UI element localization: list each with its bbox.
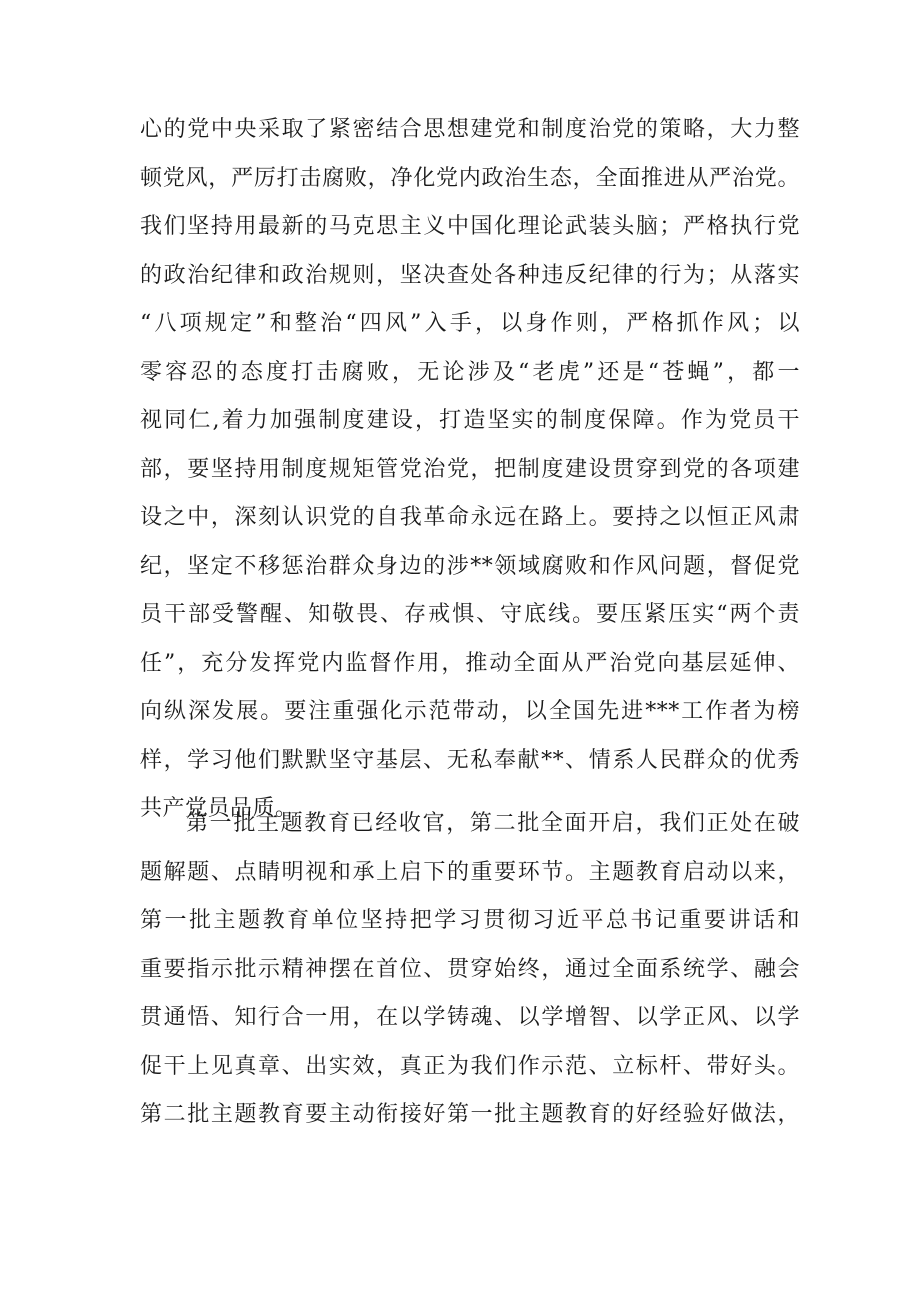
text-line: 共产党员品质。 — [140, 796, 298, 821]
text-line: 题解题、点睛明视和承上启下的重要环节。主题教育启动以来， — [140, 859, 800, 885]
text-line: 零容忍的态度打击腐败，无论涉及“老虎”还是“苍蝇”，都一 — [140, 359, 800, 385]
text-line: 样，学习他们默默坚守基层、无私奉献**、情系人民群众的优秀 — [140, 747, 800, 773]
text-line: 我们坚持用最新的马克思主义中国化理论武装头脑；严格执行党 — [140, 214, 800, 239]
paragraph-1 — [140, 106, 800, 834]
text-line: 的政治纪律和政治规则，坚决查处各种违反纪律的行为；从落实 — [140, 262, 800, 288]
text-line: 第二批主题教育要主动衔接好第一批主题教育的好经验好做法， — [140, 1102, 800, 1127]
text-line: 第一批主题教育单位坚持把学习贯彻习近平总书记重要讲话和 — [140, 908, 800, 933]
text-line: 部，要坚持用制度规矩管党治党，把制度建设贯穿到党的各项建 — [140, 456, 800, 482]
paragraph-2 — [140, 800, 800, 1140]
text-line: 向纵深发展。要注重强化示范带动，以全国先进***工作者为榜 — [140, 699, 800, 724]
text-line: 促干上见真章、出实效，真正为我们作示范、立标杆、带好头。 — [140, 1053, 800, 1079]
text-line: 任”，充分发挥党内监督作用，推动全面从严治党向基层延伸、 — [140, 650, 800, 676]
text-line: 视同仁,着力加强制度建设，打造坚实的制度保障。作为党员干 — [140, 408, 800, 433]
text-line: “八项规定”和整治“四风”入手，以身作则，严格抓作风；以 — [140, 311, 800, 336]
text-line: 员干部受警醒、知敬畏、存戒惧、守底线。要压紧压实“两个责 — [140, 602, 800, 627]
text-line: 心的党中央采取了紧密结合思想建党和制度治党的策略，大力整 — [140, 117, 800, 142]
text-line: 设之中，深刻认识党的自我革命永远在路上。要持之以恒正风肃 — [140, 505, 800, 530]
text-line: 顿党风，严厉打击腐败，净化党内政治生态，全面推进从严治党。 — [140, 165, 800, 191]
text-line: 重要指示批示精神摆在首位、贯穿始终，通过全面系统学、融会 — [140, 956, 800, 982]
text-line: 贯通悟、知行合一用，在以学铸魂、以学增智、以学正风、以学 — [140, 1005, 800, 1030]
text-line: 纪，坚定不移惩治群众身边的涉**领域腐败和作风问题，督促党 — [140, 553, 800, 579]
text-line: 第一批主题教育已经收官，第二批全面开启，我们正处在破 — [186, 811, 800, 836]
